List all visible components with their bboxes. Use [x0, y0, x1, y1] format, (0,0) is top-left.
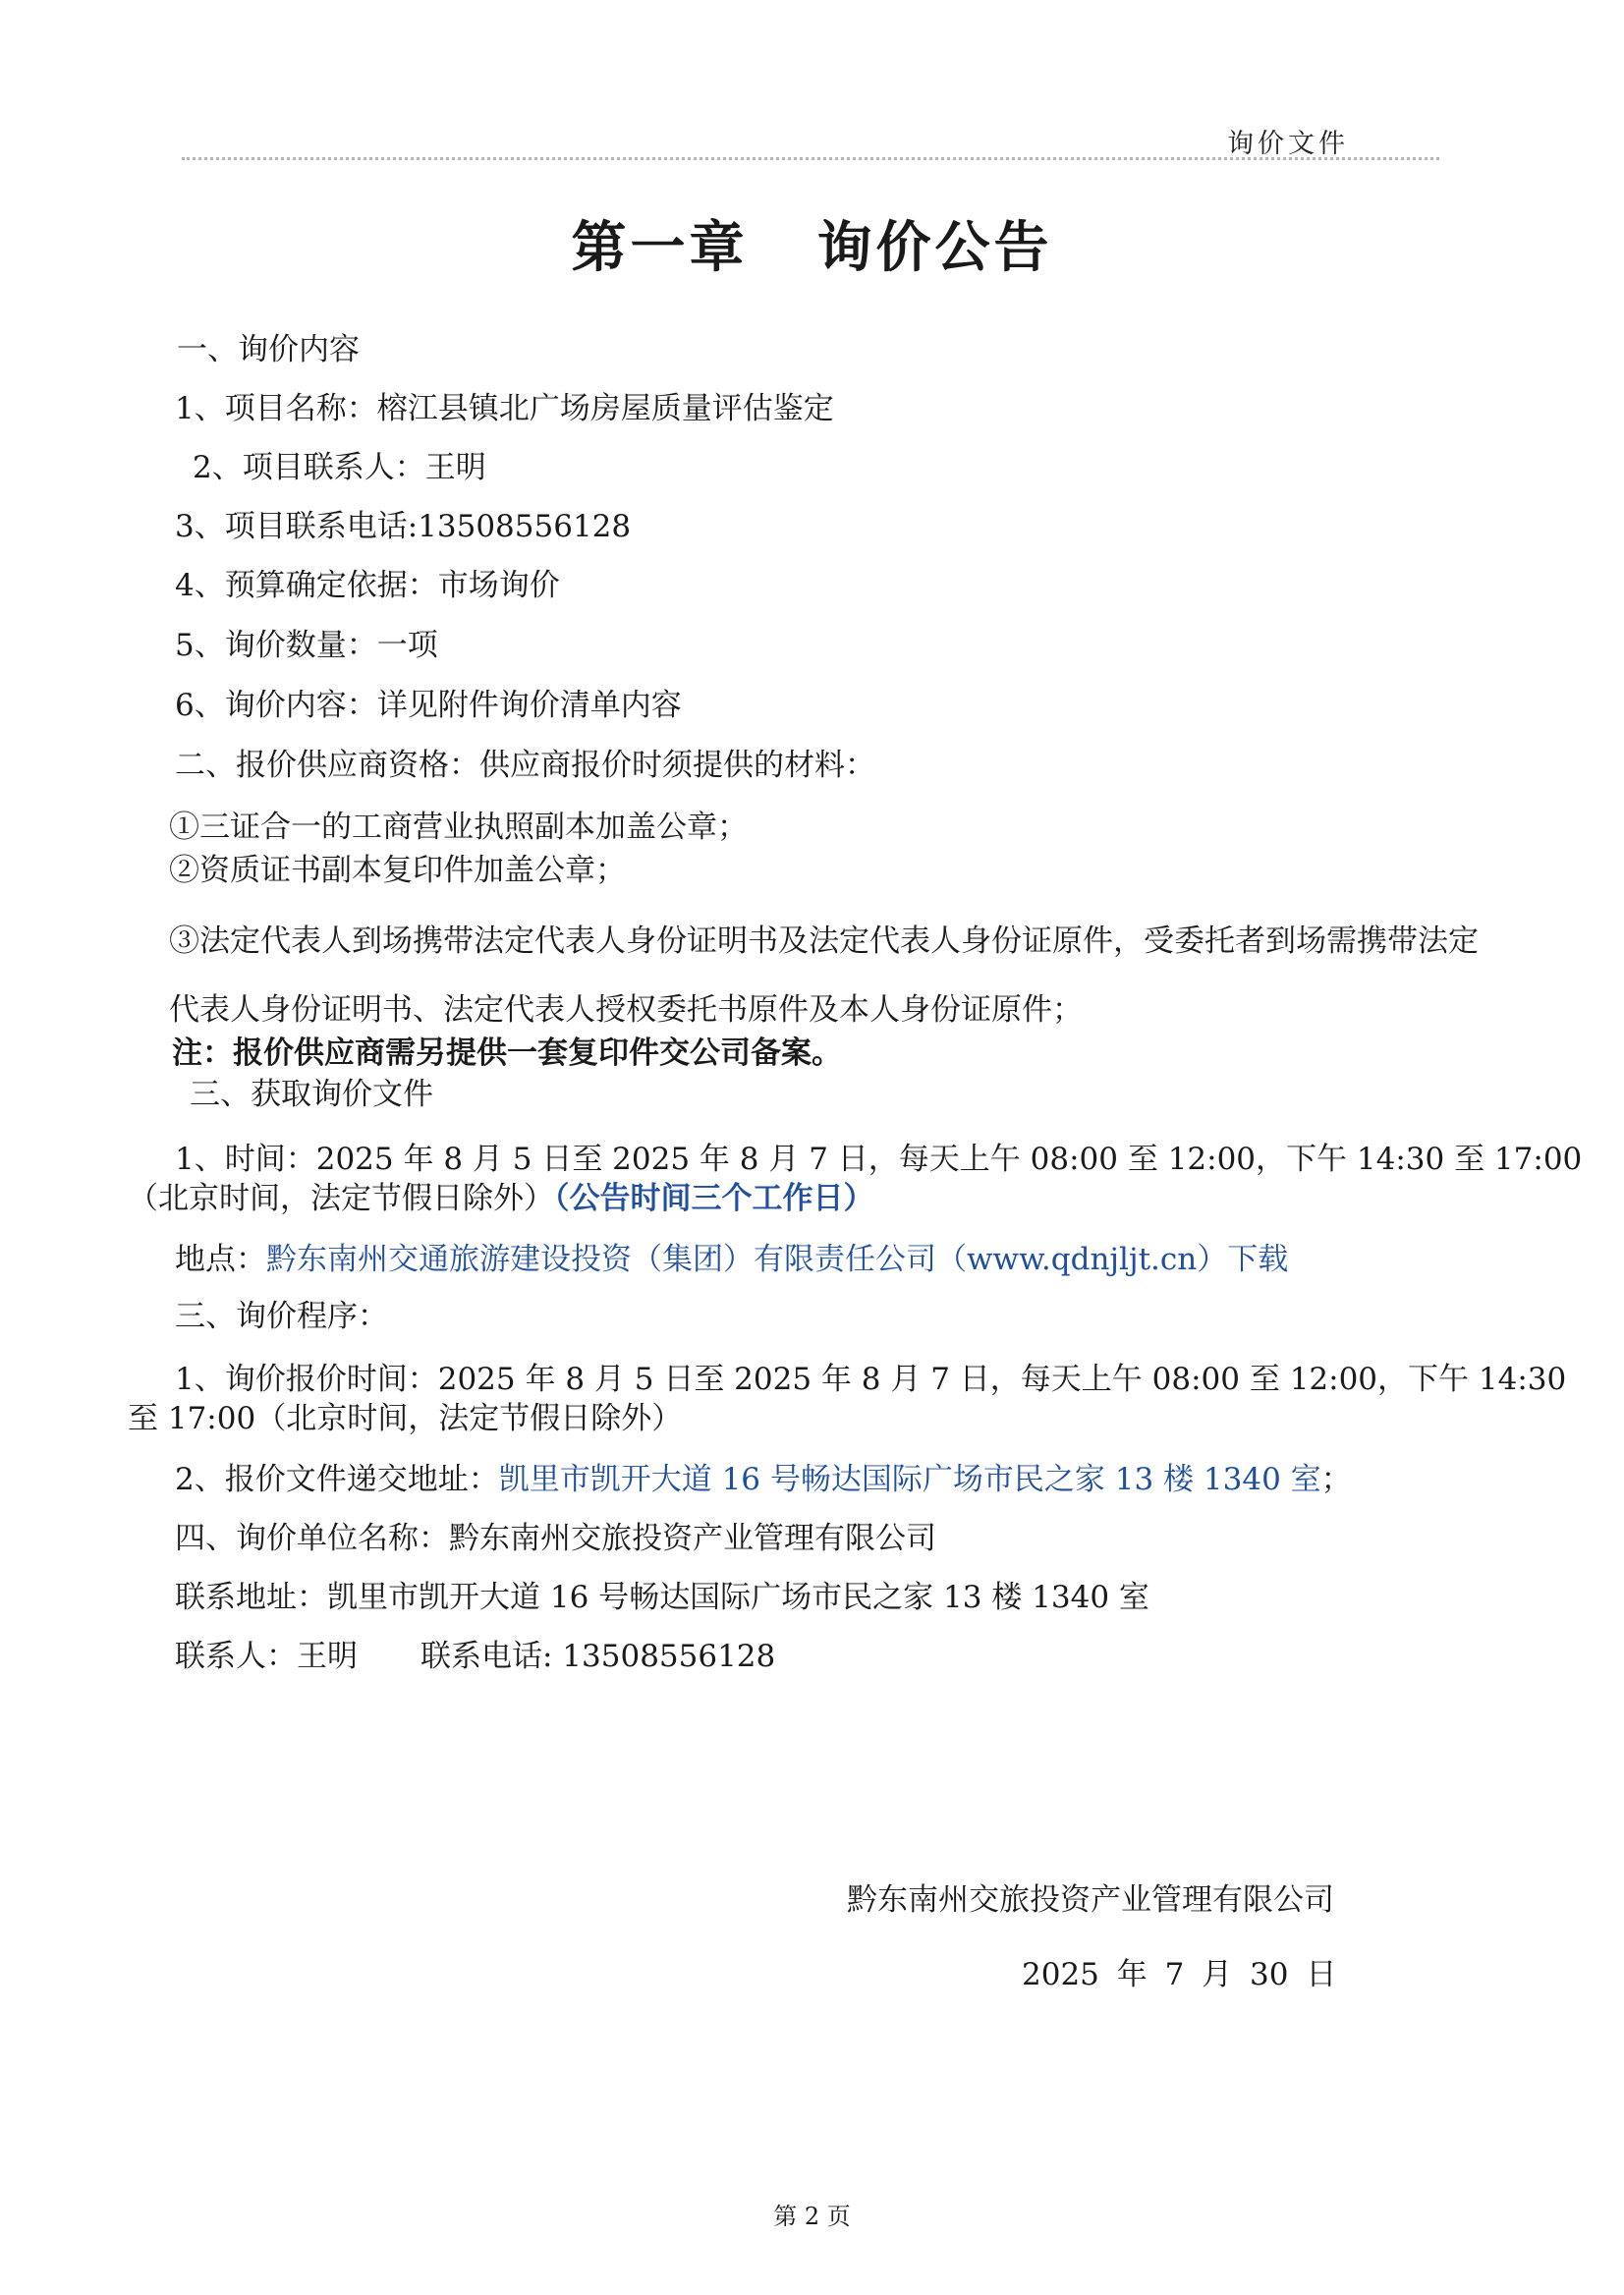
header-label: 询价文件 — [1227, 129, 1349, 159]
item-project-name: 1、项目名称：榕江县镇北广场房屋质量评估鉴定 — [175, 391, 834, 426]
chapter-number: 第一章 — [571, 216, 749, 280]
obtain-place — [175, 1240, 1288, 1279]
sign-date: 2025 年 7 月 30 日 — [1022, 1957, 1337, 1992]
requirement-2: ②资质证书副本复印件加盖公章； — [169, 853, 626, 888]
chapter-name: 询价公告 — [816, 216, 1053, 280]
quote-time-line2: 至 17:00（北京时间，法定节假日除外） — [128, 1401, 683, 1436]
submit-address-value: 凯里市凯开大道 16 号畅达国际广场市民之家 13 楼 1340 室 — [498, 1462, 1321, 1497]
requirement-3-line1: ③法定代表人到场携带法定代表人身份证明书及法定代表人身份证原件，受委托者到场需携带法定 — [169, 924, 1479, 959]
obtain-time-line1: 1、时间：2025 年 8 月 5 日至 2025 年 8 月 7 日，每天上午 08:00 至 12:00，下午 14:30 至 17:00 — [175, 1142, 1583, 1177]
item-budget-basis: 4、预算确定依据：市场询价 — [175, 568, 560, 603]
submit-address-label: 2、报价文件递交地址： — [175, 1462, 499, 1497]
signer-company: 黔东南州交旅投资产业管理有限公司 — [847, 1882, 1334, 1918]
note: 注：报价供应商需另提供一套复印件交公司备案。 — [172, 1036, 842, 1071]
requirement-3-line2: 代表人身份证明书、法定代表人授权委托书原件及本人身份证原件； — [169, 992, 1083, 1028]
section4-heading: 三、询价程序： — [175, 1299, 388, 1334]
quote-time-line1: 1、询价报价时间：2025 年 8 月 5 日至 2025 年 8 月 7 日，每天上午 08:00 至 12:00，下午 14:30 — [175, 1362, 1567, 1397]
contact-address: 联系地址：凯里市凯开大道 16 号畅达国际广场市民之家 13 楼 1340 室 — [175, 1580, 1149, 1615]
section3-heading: 三、获取询价文件 — [190, 1077, 433, 1112]
item-content: 6、询价内容：详见附件询价清单内容 — [175, 688, 682, 723]
contact-person: 联系人：王明 — [175, 1639, 358, 1674]
contact-phone: 联系电话: 13508556128 — [420, 1639, 776, 1674]
page-number: 第 2 页 — [773, 2203, 851, 2230]
item-project-contact: 2、项目联系人：王明 — [193, 450, 486, 485]
obtain-place-link[interactable]: 黔东南州交通旅游建设投资（集团）有限责任公司（www.qdnjljt.cn）下载 — [266, 1242, 1289, 1277]
submit-address-end: ； — [1320, 1462, 1352, 1497]
requirement-1: ①三证合一的工商营业执照副本加盖公章； — [169, 810, 748, 845]
obtain-time-hours-note: （北京时间，法定节假日除外） — [128, 1181, 554, 1216]
obtain-place-label: 地点： — [175, 1242, 266, 1277]
inquiry-unit: 四、询价单位名称：黔东南州交旅投资产业管理有限公司 — [175, 1521, 936, 1556]
announcement-period: （公告时间三个工作日） — [554, 1181, 874, 1216]
item-quantity: 5、询价数量：一项 — [175, 628, 438, 663]
submit-address — [175, 1460, 1352, 1499]
page-title — [0, 214, 1624, 283]
section1-heading: 一、询价内容 — [177, 332, 360, 367]
section2-heading: 二、报价供应商资格：供应商报价时须提供的材料： — [175, 748, 875, 783]
obtain-time-line2 — [128, 1179, 874, 1218]
item-project-phone: 3、项目联系电话:13508556128 — [175, 509, 632, 544]
header-divider — [182, 157, 1439, 160]
